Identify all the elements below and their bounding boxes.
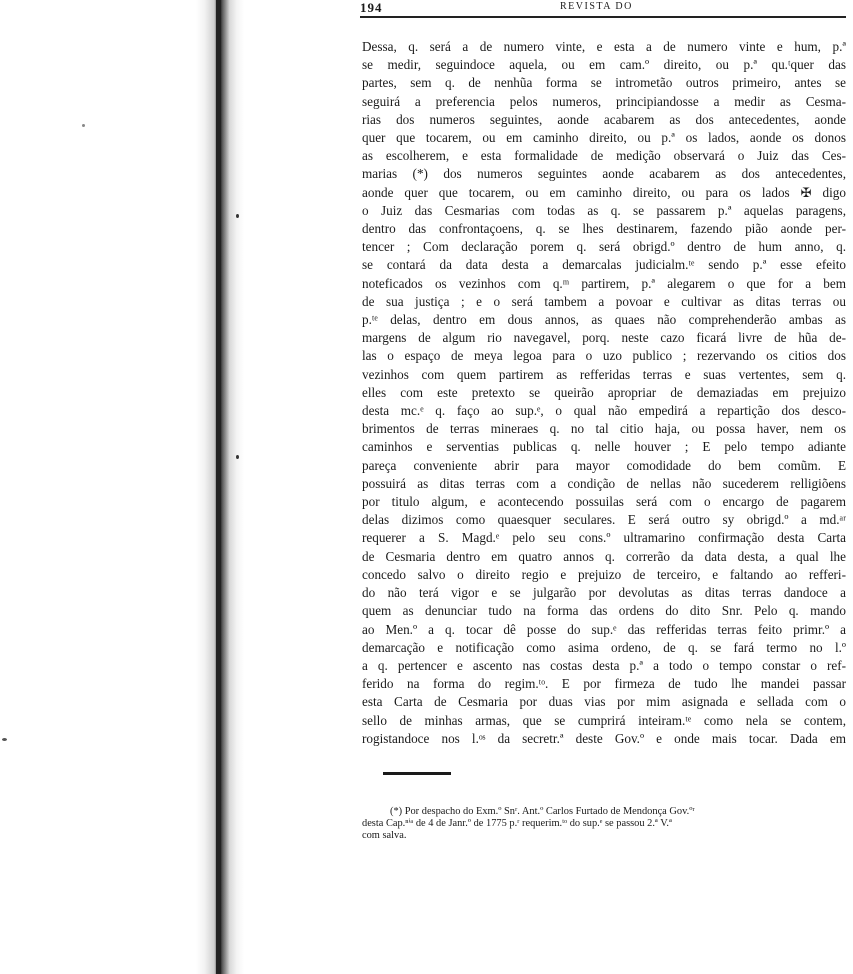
text-line: rogistandoce nos l.ᵒˢ da secretr.ª deste Gov.º e onde mais tocar. Dada em <box>362 730 846 746</box>
text-line: dentro das confrontaçoens, q. se lhes destinarem, fazendo pião aonde per- <box>362 221 846 237</box>
text-line: a q. pertencer e ascento nas costas desta p.ª a todo o tempo constar o ref- <box>362 657 846 673</box>
text-line: ferido na forma do regim.ᵗᵒ. E por firmeza de tudo lhe mandei passar <box>362 676 846 692</box>
text-line: demarcação e notificação como asima ordeno, de q. se fará termo no l.º <box>362 639 846 655</box>
scan-speck <box>236 214 239 218</box>
text-line: delas dizimos como quaesquer seculares. E será outro sy obrigd.º a md.ᵃʳ <box>362 512 846 528</box>
text-line: caminhos e serventias publicas q. nelle houver ; E pelo tempo adiante <box>362 439 846 455</box>
scan-speck <box>236 455 239 459</box>
text-line: possuirá as ditas terras com a condição de nellas não sucederem relligiõens <box>362 475 846 491</box>
text-line: Dessa, q. será a de numero vinte, e esta a de numero vinte e hum, p.ª <box>362 39 846 54</box>
header-rule <box>360 16 846 18</box>
text-line: rias dos numeros seguintes, aonde acabarem as dos antecedentes, aonde <box>362 111 846 127</box>
scan-speck <box>82 124 85 127</box>
text-line: pareça conveniente abrir para mayor comodidade do bem comũm. E <box>362 457 846 473</box>
text-line: de Cesmaria dentro em quatro annos q. correrão da data desta, a qual lhe <box>362 548 846 564</box>
text-line: se contará da data desta a demarcalas judicialm.ᵗᵉ sendo p.ª esse efeito <box>362 257 846 273</box>
text-line: quer que tocarem, ou em caminho direito, ou p.ª os lados, aonde os donos <box>362 130 846 146</box>
page-number: 194 <box>360 0 383 15</box>
footnote-rule <box>383 772 451 775</box>
footnote <box>362 806 846 842</box>
scan-speck <box>2 738 7 741</box>
text-line: esta Carta de Cesmaria por duas vias por mim asignada e sellada com o <box>362 694 846 710</box>
text-line: quem as denunciar tudo na forma das ordens do dito Snr. Pelo q. mando <box>362 603 846 619</box>
running-title: REVISTA DO <box>560 1 633 12</box>
body-text <box>362 38 846 748</box>
text-line: noteficados os vezinhos com q.ᵐ partirem, p.ª alegarem o que for a bem <box>362 275 846 291</box>
text-line: sello de minhas armas, que se cumprirá inteiram.ᵗᵉ como nela se contem, <box>362 712 846 728</box>
binding-line <box>216 0 221 974</box>
text-line: seguirá a preferencia pelos numeros, principiandosse a medir as Cesma- <box>362 93 846 109</box>
text-line: marias (*) dos numeros seguintes aonde acabarem as dos antecedentes, <box>362 166 846 182</box>
text-line: margens de algum rio navegavel, porq. neste cazo ficará livre de hũa de- <box>362 330 846 346</box>
text-line: aonde quer que tocarem, ou em caminho direito, ou para os lados ✠ digo <box>362 184 846 200</box>
text-line: brimentos de terras mineraes q. no tal citio haja, ou possa haver, nem os <box>362 421 846 437</box>
text-line: elles com este pretexto se queirão apropriar de demaziadas em prejuizo <box>362 384 846 400</box>
text-line: do não terá vigor e se julgarão por devolutas as ditas terras dandoce a <box>362 585 846 601</box>
text-line: partes, sem q. de nenhũa forma se intrometão outros primeiro, antes se <box>362 75 846 91</box>
text-line: o Juiz das Cesmarias com todas as q. se passarem p.ª aquelas paragens, <box>362 202 846 218</box>
text-line: concedo salvo o direito regio e prejuizo de terceiro, e faltando ao refferi- <box>362 566 846 582</box>
text-line: vezinhos com quem partirem as refferidas terras e suas vertentes, sem q. <box>362 366 846 382</box>
footnote-line: desta Cap.ⁿⁱᵃ de 4 de Janr.º de 1775 p.ʳ requerim.ᵗᵒ do sup.ᵉ se passou 2.ª V.ª <box>362 818 672 829</box>
text-line: las o espaço de meya legoa para o uzo publico ; rezervando os citios dos <box>362 348 846 364</box>
text-line: por titulo algum, e acontecendo possuilas será com o encargo de pagarem <box>362 494 846 510</box>
text-line: as escolherem, e esta formalidade de medição observará o Juiz das Ces- <box>362 148 846 164</box>
text-line: desta mc.ᵉ q. faço ao sup.ᵉ, o qual não empedirá a repartição dos desco- <box>362 403 846 419</box>
text-line: tencer ; Com declaração porem q. será obrigd.º dentro de hum anno, q. <box>362 239 846 255</box>
footnote-line: (*) Por despacho do Exm.º Snʳ. Ant.º Carlos Furtado de Mendonça Gov.ºʳ <box>390 806 695 817</box>
text-line: requerer a S. Magd.ᵉ pelo seu cons.º ultramarino confirmação desta Carta <box>362 530 846 546</box>
text-line: ao Men.º a q. tocar dê posse do sup.ᵉ das refferidas terras feito primr.º a <box>362 621 846 637</box>
footnote-line: com salva. <box>362 830 407 841</box>
text-line: p.ᵗᵉ delas, dentro em dous annos, as quaes não comprehenderão ambas as <box>362 312 846 328</box>
text-line: se medir, seguindoce aquela, ou em cam.º direito, ou p.ª qu.ᵗquer das <box>362 57 846 73</box>
text-line: de sua justiça ; e o será tambem a povoar e cultivar as ditas terras ou <box>362 293 846 309</box>
